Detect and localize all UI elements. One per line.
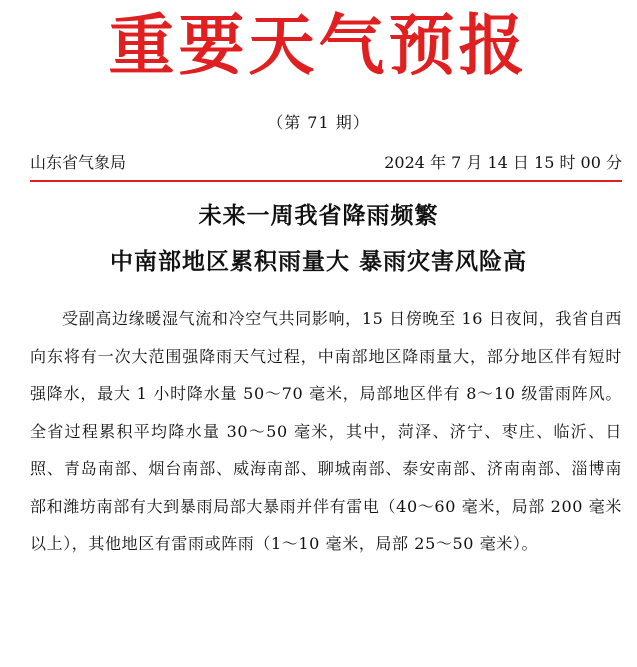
red-divider (30, 180, 622, 182)
masthead-title: 重要天气预报 (108, 6, 529, 84)
headline-line-2: 中南部地区累积雨量大 暴雨灾害风险高 (109, 249, 527, 275)
headline-line-1: 未来一周我省降雨频繁 (198, 203, 439, 229)
issue-datetime: 2024 年 7 月 14 日 15 时 00 分 (384, 153, 622, 172)
forecast-paragraph: 受副高边缘暖湿气流和冷空气共同影响，15 日傍晚至 16 日夜间，我省自西向东将有一次大范围强降雨天气过程，中南部地区降雨量大，部分地区伴有短时强降水，最大 1 小时降水量 50～70 毫米，局部地区伴有 8～10 级雷雨阵风。全省过程累积平均降水量 30～50 毫米，其中，菏泽、济宁、枣庄、临沂、日照、青岛南部、烟台南部、威海南部、聊城南部、泰安南部、济南南部、淄博南部和潍坊南部有大到暴雨局部大暴雨并伴有雷电（40～60 毫米，局部 200 毫米以上），其他地区有雷雨或阵雨（1～10 毫米，局部 25～50 毫米）。 (30, 309, 622, 553)
issuer: 山东省气象局 (30, 153, 127, 172)
issue-number: （第 71 期） (267, 113, 370, 132)
issuer-date-row (30, 150, 622, 176)
